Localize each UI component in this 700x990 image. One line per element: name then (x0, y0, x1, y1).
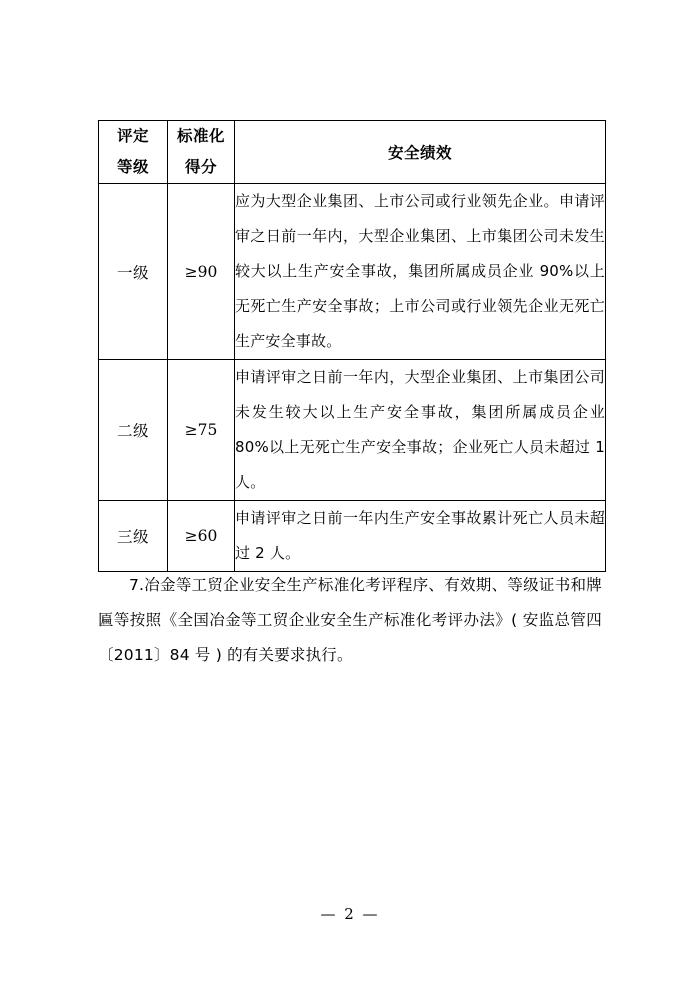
cell-performance: 应为大型企业集团、上市公司或行业领先企业。申请评审之日前一年内，大型企业集团、上市集团公司未发生较大以上生产安全事故，集团所属成员企业 90%以上无死亡生产安全事故；上市公司或行业领先企业无死亡生产安全事故。 (235, 184, 606, 360)
page-number: — 2 — (320, 905, 380, 923)
table-header (99, 121, 606, 184)
cell-score: ≥60 (168, 501, 235, 572)
cell-performance: 申请评审之日前一年内，大型企业集团、上市集团公司未发生较大以上生产安全事故，集团所属成员企业 80%以上无死亡生产安全事故；企业死亡人员未超过 1 人。 (235, 360, 606, 501)
table-body (99, 184, 606, 572)
column-header-grade (99, 121, 168, 184)
cell-score: ≥75 (168, 360, 235, 501)
column-header-score-line2: 得分 (184, 158, 217, 176)
column-header-score-line1: 标准化 (176, 127, 225, 145)
column-header-performance: 安全绩效 (235, 121, 606, 184)
cell-grade: 二级 (99, 360, 168, 501)
table-header-row (99, 121, 606, 184)
cell-score: ≥90 (168, 184, 235, 360)
column-header-grade-line2: 等级 (116, 158, 149, 176)
table-row (99, 360, 606, 501)
table-row (99, 184, 606, 360)
column-header-grade-line1: 评定 (116, 127, 149, 145)
cell-performance: 申请评审之日前一年内生产安全事故累计死亡人员未超过 2 人。 (235, 501, 606, 572)
column-header-score (168, 121, 235, 184)
cell-grade: 三级 (99, 501, 168, 572)
safety-performance-table (98, 120, 606, 572)
cell-grade: 一级 (99, 184, 168, 360)
table-row (99, 501, 606, 572)
body-paragraph: 7.冶金等工贸企业安全生产标准化考评程序、有效期、等级证书和牌匾等按照《全国冶金等工贸企业安全生产标准化考评办法》( 安监总管四〔2011〕84 号 ) 的有关要求执行。 (98, 576, 602, 664)
